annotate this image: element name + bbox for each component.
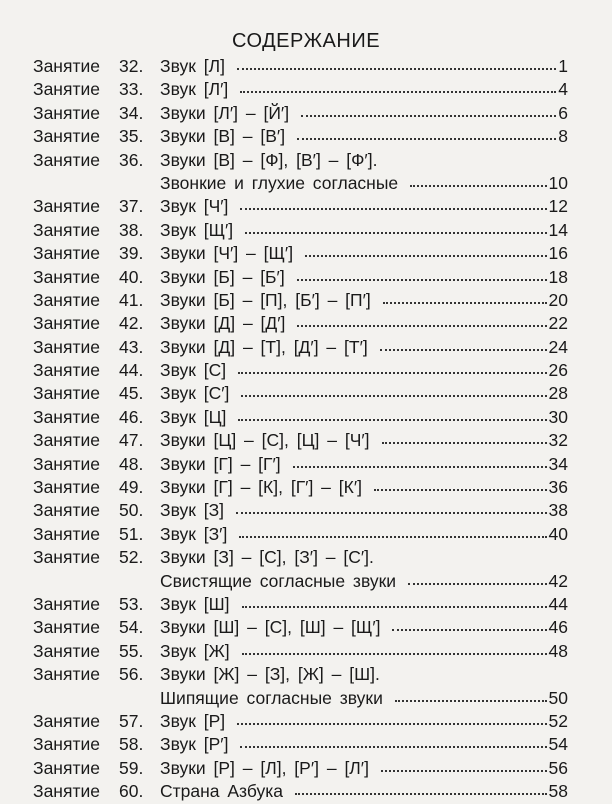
dot-leader (381, 767, 547, 772)
lesson-number: 49. (119, 477, 144, 498)
entry-title-line (160, 195, 568, 218)
entry-title-line (160, 429, 568, 452)
toc-entry (0, 336, 612, 359)
entry-title: Звук [С] (160, 360, 227, 381)
dot-leader (410, 182, 546, 187)
entry-title: Звук [Ж] (160, 640, 230, 661)
lesson-label: Занятие (33, 313, 100, 334)
lesson-number: 50. (119, 500, 144, 521)
dot-leader (392, 626, 546, 631)
page-number: 8 (558, 126, 568, 147)
entry-title-line (160, 593, 568, 616)
lesson-number: 38. (119, 219, 144, 240)
entry-title: Звуки [Ж] – [З], [Ж] – [Ш]. (160, 664, 380, 685)
entry-title: Звуки [Р] – [Л], [Р′] – [Л′] (160, 757, 369, 778)
entry-title: Звук [Л] (160, 56, 225, 76)
lesson-number: 32. (119, 56, 144, 76)
lesson-label: Занятие (33, 757, 100, 778)
dot-leader (242, 650, 547, 655)
entry-title-line (160, 640, 568, 663)
entry-title-line (160, 663, 568, 686)
page-number: 6 (558, 102, 568, 123)
dot-leader (237, 720, 546, 725)
entry-title: Звуки [В] – [Ф], [В′] – [Ф′]. (160, 149, 378, 170)
entry-title-line (160, 172, 568, 195)
entry-title: Звук [Ч′] (160, 196, 229, 217)
toc-entry (0, 382, 612, 405)
entry-title-line (160, 149, 568, 172)
toc-entry (0, 663, 612, 686)
page-number: 18 (548, 266, 568, 287)
entry-title: Звуки [Г] – [Г′] (160, 453, 281, 474)
dot-leader (301, 112, 556, 117)
entry-title: Звук [З] (160, 500, 225, 521)
toc-entry (0, 172, 612, 195)
entry-title-line (160, 476, 568, 499)
entry-title: Звук [Р′] (160, 734, 229, 755)
entry-title: Звуки [Г] – [К], [Г′] – [К′] (160, 477, 362, 498)
toc-entry (0, 102, 612, 125)
dot-leader (237, 65, 556, 70)
toc-entry (0, 523, 612, 546)
lesson-number: 44. (119, 360, 144, 381)
toc-entry (0, 546, 612, 569)
entry-title-line (160, 687, 568, 710)
lesson-number: 43. (119, 336, 144, 357)
page-number: 58 (548, 781, 568, 802)
page-number: 52 (548, 710, 568, 731)
dot-leader (239, 533, 546, 538)
entry-title: Звуки [Ш] – [С], [Ш] – [Щ′] (160, 617, 381, 638)
lesson-label: Занятие (33, 406, 100, 427)
entry-title-line (160, 359, 568, 382)
lesson-number: 59. (119, 757, 144, 778)
page-number: 32 (548, 430, 568, 451)
toc-entry (0, 640, 612, 663)
entry-title-line (160, 546, 568, 569)
dot-leader (297, 322, 546, 327)
dot-leader (240, 88, 556, 93)
toc-entry (0, 429, 612, 452)
entry-title-line (160, 406, 568, 429)
toc-entry (0, 78, 612, 101)
lesson-label: Занятие (33, 500, 100, 521)
lesson-label: Занятие (33, 664, 100, 685)
entry-title-line (160, 382, 568, 405)
toc-entry (0, 687, 612, 710)
entry-title: Звуки [Ч′] – [Щ′] (160, 243, 294, 264)
lesson-label: Занятие (33, 547, 100, 568)
toc-entry (0, 757, 612, 780)
lesson-label: Занятие (33, 336, 100, 357)
lesson-label: Занятие (33, 56, 100, 76)
entry-title: Звуки [Д] – [Т], [Д′] – [Т′] (160, 336, 368, 357)
entry-title-line (160, 125, 568, 148)
entry-title: Звук [Щ′] (160, 219, 234, 240)
entry-title: Звуки [Л′] – [Й′] (160, 102, 290, 123)
lesson-number: 37. (119, 196, 144, 217)
entry-title: Звуки [Б] – [П], [Б′] – [П′] (160, 289, 371, 310)
entry-title-line (160, 336, 568, 359)
page-number: 20 (548, 289, 568, 310)
lesson-number: 41. (119, 289, 144, 310)
lesson-number: 60. (119, 781, 144, 802)
entry-title-line (160, 102, 568, 125)
page-number: 46 (548, 617, 568, 638)
entry-title-line (160, 733, 568, 756)
entry-title-line (160, 616, 568, 639)
page-number: 42 (548, 570, 568, 591)
toc-entry (0, 312, 612, 335)
page-number: 1 (558, 56, 568, 76)
dot-leader (240, 205, 546, 210)
entry-title: Шипящие согласные звуки (160, 687, 383, 708)
toc-entry (0, 125, 612, 148)
page-number: 14 (548, 219, 568, 240)
toc-entry (0, 406, 612, 429)
lesson-number: 46. (119, 406, 144, 427)
entry-title: Звук [Л′] (160, 79, 229, 100)
page-number: 22 (548, 313, 568, 334)
lesson-number: 33. (119, 79, 144, 100)
toc-entry (0, 570, 612, 593)
page-number: 38 (548, 500, 568, 521)
lesson-label: Занятие (33, 196, 100, 217)
toc-entry (0, 55, 612, 78)
toc-entry (0, 359, 612, 382)
lesson-label: Занятие (33, 734, 100, 755)
entry-title-line (160, 219, 568, 242)
toc-entry (0, 149, 612, 172)
lesson-number: 40. (119, 266, 144, 287)
lesson-label: Занятие (33, 219, 100, 240)
entry-title-line (160, 570, 568, 593)
dot-leader (245, 229, 546, 234)
toc-entry (0, 593, 612, 616)
entry-title: Свистящие согласные звуки (160, 570, 397, 591)
entry-title: Страна Азбука (160, 781, 284, 802)
lesson-number: 48. (119, 453, 144, 474)
entry-title-line (160, 499, 568, 522)
toc-entry (0, 242, 612, 265)
dot-leader (297, 276, 547, 281)
entry-title: Звук [С′] (160, 383, 230, 404)
toc-entry (0, 219, 612, 242)
entry-title: Звук [Ц] (160, 406, 227, 427)
entry-title-line (160, 242, 568, 265)
lesson-number: 51. (119, 523, 144, 544)
page-number: 34 (548, 453, 568, 474)
lesson-label: Занятие (33, 243, 100, 264)
page-number: 10 (548, 172, 568, 193)
lesson-label: Занятие (33, 593, 100, 614)
page-number: 40 (548, 523, 568, 544)
dot-leader (242, 603, 547, 608)
lesson-label: Занятие (33, 453, 100, 474)
entry-title-line (160, 78, 568, 101)
lesson-number: 34. (119, 102, 144, 123)
dot-leader (236, 509, 546, 514)
page-number: 54 (548, 734, 568, 755)
page-number: 28 (548, 383, 568, 404)
dot-leader (241, 392, 546, 397)
page-number: 26 (548, 360, 568, 381)
dot-leader (408, 580, 546, 585)
entry-title: Звуки [Д] – [Д′] (160, 313, 286, 334)
toc-entry (0, 289, 612, 312)
entry-title: Звук [Ш] (160, 593, 230, 614)
entry-title-line (160, 757, 568, 780)
dot-leader (297, 135, 556, 140)
page-number: 44 (548, 593, 568, 614)
dot-leader (238, 416, 546, 421)
entry-title-line (160, 780, 568, 803)
lesson-number: 55. (119, 640, 144, 661)
lesson-number: 58. (119, 734, 144, 755)
toc-entry (0, 266, 612, 289)
lesson-number: 39. (119, 243, 144, 264)
entry-title: Звуки [Б] – [Б′] (160, 266, 285, 287)
lesson-label: Занятие (33, 149, 100, 170)
lesson-label: Занятие (33, 360, 100, 381)
lesson-number: 56. (119, 664, 144, 685)
dot-leader (395, 697, 547, 702)
lesson-number: 42. (119, 313, 144, 334)
page-number: 36 (548, 477, 568, 498)
lesson-label: Занятие (33, 617, 100, 638)
lesson-label: Занятие (33, 430, 100, 451)
lesson-label: Занятие (33, 781, 100, 802)
page-number: 16 (548, 243, 568, 264)
entry-title-line (160, 266, 568, 289)
entry-title-line (160, 523, 568, 546)
entry-title-line (160, 710, 568, 733)
dot-leader (293, 463, 547, 468)
toc-entry (0, 499, 612, 522)
table-of-contents (0, 55, 612, 804)
lesson-label: Занятие (33, 79, 100, 100)
lesson-label: Занятие (33, 710, 100, 731)
entry-title-line (160, 312, 568, 335)
page-number: 4 (558, 79, 568, 100)
dot-leader (382, 439, 547, 444)
toc-entry (0, 453, 612, 476)
entry-title: Звук [З′] (160, 523, 228, 544)
page-number: 48 (548, 640, 568, 661)
page-number: 50 (548, 687, 568, 708)
lesson-label: Занятие (33, 477, 100, 498)
page-number: 30 (548, 406, 568, 427)
lesson-number: 47. (119, 430, 144, 451)
entry-title: Звуки [Ц] – [С], [Ц] – [Ч′] (160, 430, 370, 451)
dot-leader (383, 299, 547, 304)
lesson-number: 54. (119, 617, 144, 638)
toc-entry (0, 195, 612, 218)
toc-entry (0, 476, 612, 499)
page-title: СОДЕРЖАНИЕ (231, 30, 381, 52)
lesson-label: Занятие (33, 126, 100, 147)
entry-title: Звуки [В] – [В′] (160, 126, 286, 147)
lesson-number: 36. (119, 149, 144, 170)
dot-leader (305, 252, 546, 257)
lesson-label: Занятие (33, 266, 100, 287)
toc-entry (0, 733, 612, 756)
dot-leader (374, 486, 547, 491)
page-number: 56 (548, 757, 568, 778)
dot-leader (240, 743, 546, 748)
lesson-number: 52. (119, 547, 144, 568)
lesson-number: 57. (119, 710, 144, 731)
lesson-number: 35. (119, 126, 144, 147)
entry-title-line (160, 55, 568, 78)
lesson-label: Занятие (33, 523, 100, 544)
lesson-label: Занятие (33, 640, 100, 661)
dot-leader (295, 790, 546, 795)
entry-title-line (160, 289, 568, 312)
lesson-number: 53. (119, 593, 144, 614)
dot-leader (380, 346, 547, 351)
entry-title-line (160, 453, 568, 476)
dot-leader (238, 369, 546, 374)
entry-title: Звуки [З] – [С], [З′] – [С′]. (160, 547, 374, 568)
lesson-label: Занятие (33, 102, 100, 123)
page-number: 24 (548, 336, 568, 357)
page-number: 12 (548, 196, 568, 217)
entry-title: Звонкие и глухие согласные (160, 172, 399, 193)
entry-title: Звук [Р] (160, 710, 226, 731)
lesson-label: Занятие (33, 289, 100, 310)
lesson-label: Занятие (33, 383, 100, 404)
toc-entry (0, 710, 612, 733)
lesson-number: 45. (119, 383, 144, 404)
toc-entry (0, 616, 612, 639)
